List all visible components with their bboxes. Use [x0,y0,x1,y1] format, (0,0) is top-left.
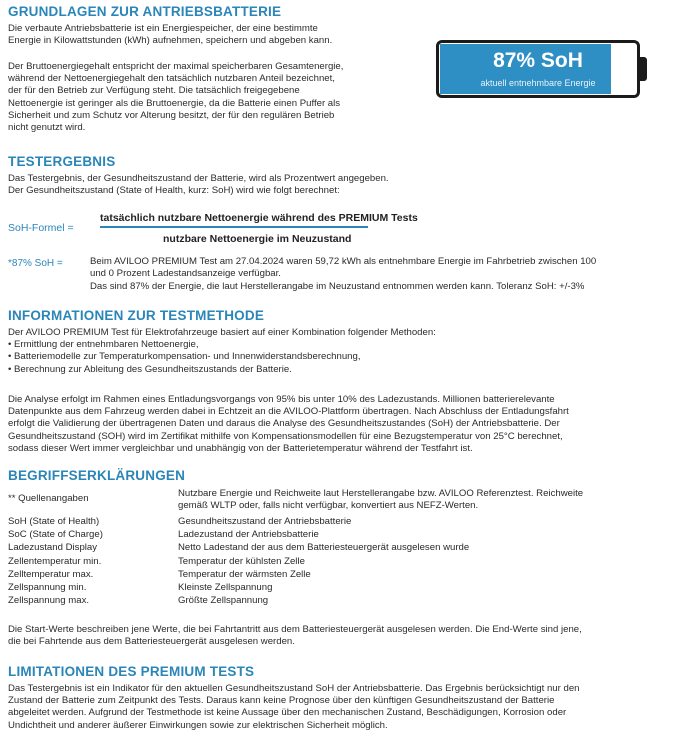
text-line: nicht genutzt wird. [8,122,86,134]
testergebnis-para [8,173,389,197]
text-line: Nettoenergie ist geringer als die Bruttoenergie, da die Batterie einen Puffer als [8,97,341,109]
term-definition: Ladezustand der Antriebsbatterie [178,529,319,540]
battery-soh-value: 87% SoH [493,49,583,72]
text-line: sodass dieser Wert immer vergleichbar und unabhängig von der Batterietemperatur während der Testfahrt ist. [8,442,473,454]
text-line: Der Gesundheitszustand (State of Health, kurz: SoH) wird wie folgt berechnet: [8,185,340,197]
text-line: Nutzbare Energie und Reichweite laut Herstellerangabe bzw. AVILOO Referenztest. Reichweite [178,488,584,499]
formula-denominator: nutzbare Nettoenergie im Neuzustand [163,233,352,245]
heading-limitationen: LIMITATIONEN DES PREMIUM TESTS [8,664,255,679]
term-definition: Temperatur der wärmsten Zelle [178,569,311,580]
battery-cap [640,57,647,81]
testmethode-para [8,394,569,455]
text-line: Sicherheit und zum Schutz vor Alterung besitzt, der für den regulären Betrieb [8,109,335,121]
formula-label: SoH-Formel = [8,222,74,234]
text-line: erfolgt die Validierung der übertragenen Daten und daraus die Analyse des Gesundheitszustandes (SoH) der Antriebsbatterie. Der [8,418,560,430]
text-line: und 0 Prozent Ladestandsanzeige verfügbar. [90,268,281,280]
formula-numerator: tatsächlich nutzbare Nettoenergie während des PREMIUM Tests [100,212,418,224]
list-item: • Berechnung zur Ableitung des Gesundheitszustands der Batterie. [8,363,292,375]
text-line: während der Nettoenergiegehalt den tatsächlich nutzbaren Anteil bezeichnet, [8,73,335,85]
testmethode-intro [8,327,436,376]
text-line: Datenpunkte aus dem Fahrzeug werden dabei in Echtzeit an die AVILOO-Plattform übertragen. Nach Abschluss der Entladungsfahrt [8,406,569,418]
term-definition: Netto Ladestand der aus dem Batteriesteuergerät ausgelesen wurde [178,542,470,553]
term-definition [178,488,583,513]
text-line: Der AVILOO PREMIUM Test für Elektrofahrzeuge basiert auf einer Kombination folgender Methoden: [8,327,436,338]
term-label: Zellentemperatur min. [8,556,102,567]
term-definition: Größte Zellspannung [178,595,269,606]
grundlagen-para-1 [8,23,332,47]
text-line: Beim AVILOO PREMIUM Test am 27.04.2024 waren 59,72 kWh als entnehmbare Energie im Fahrbetrieb zwischen 100 [90,256,597,267]
text-line: Zustand der Batterie zum Zeitpunkt des Tests. Daraus kann keine Prognose über den künftigen Gesundheitszustand der Batterie [8,695,555,707]
term-definition: Temperatur der kühlsten Zelle [178,556,305,567]
text-line: Gesundheitszustand (SOH) wird im Zertifikat mithilfe von Kompensationsmodellen für eine Bezugstemperatur von 25°C berechnet, [8,430,563,442]
begriffe-para [8,624,582,648]
text-line: abgeleitet werden. Aufgrund der Testmethode ist keine Aussage über den mechanischen Zustand, Beschädigungen, Korrosion oder [8,707,567,719]
term-definition: Kleinste Zellspannung [178,582,273,593]
list-item: • Batteriemodelle zur Temperaturkompensation- und Innenwiderstandsberechnung, [8,351,361,363]
term-definition: Gesundheitszustand der Antriebsbatterie [178,516,352,527]
formula-divider [100,226,368,228]
limitationen-para [8,683,580,732]
text-line: Energie in Kilowattstunden (kWh) aufnehmen, speichern und abgeben kann. [8,35,333,47]
battery-icon [436,40,648,102]
text-line: Das Testergebnis ist ein Indikator für den aktuellen Gesundheitszustand SoH der Antriebsbatterie. Das Ergebnis berücksichtigt nur den [8,683,580,694]
grundlagen-para-2 [8,61,343,134]
term-label: Zelltemperatur max. [8,569,94,580]
text-line: Der Bruttoenergiegehalt entspricht der maximal speicherbaren Gesamtenergie, [8,61,344,72]
text-line: gemäß WLTP oder, falls nicht verfügbar, konvertiert aus NEFZ-Werten. [178,500,479,512]
battery-soh-caption: aktuell entnehmbare Energie [480,78,596,88]
text-line: Das sind 87% der Energie, die laut Herstellerangabe im Neuzustand entnommen werden kann. Toleranz SoH: +/-3% [90,280,585,292]
text-line: Undichtheit und anderer äußerer Einwirkungen sowie zur elektrischen Sicherheit möglich. [8,719,388,731]
term-label: ** Quellenangaben [8,493,89,504]
term-label: SoC (State of Charge) [8,529,103,540]
list-item: • Ermittlung der entnehmbaren Nettoenergie, [8,339,199,351]
term-label: SoH (State of Health) [8,516,100,527]
heading-begriffserklaerungen: BEGRIFFSERKLÄRUNGEN [8,468,186,483]
text-line: Das Testergebnis, der Gesundheitszustand der Batterie, wird als Prozentwert angegeben. [8,173,389,184]
heading-testergebnis: TESTERGEBNIS [8,154,116,169]
text-line: Die Analyse erfolgt im Rahmen eines Entladungsvorgangs von 95% bis unter 10% des Ladezustands. Millionen batterierelevante [8,394,555,405]
text-line: Die Start-Werte beschreiben jene Werte, die bei Fahrtantritt aus dem Batteriesteuergerät ausgelesen werden. Die End-Werte sind jene, [8,624,582,635]
text-line: Die verbaute Antriebsbatterie ist ein Energiespeicher, der eine bestimmte [8,23,318,34]
term-label: Zellspannung max. [8,595,90,606]
term-label: Ladezustand Display [8,542,98,553]
heading-testmethode: INFORMATIONEN ZUR TESTMETHODE [8,308,265,323]
result-label: *87% SoH = [8,258,63,269]
text-line: der für den Betrieb zur Verfügung steht. Die tatsächlich freigegebene [8,85,300,97]
text-line: die bei Fahrtende aus dem Batteriesteuergerät ausgelesen werden. [8,636,295,648]
result-text [90,256,596,293]
heading-grundlagen: GRUNDLAGEN ZUR ANTRIEBSBATTERIE [8,4,282,19]
term-label: Zellspannung min. [8,582,87,593]
